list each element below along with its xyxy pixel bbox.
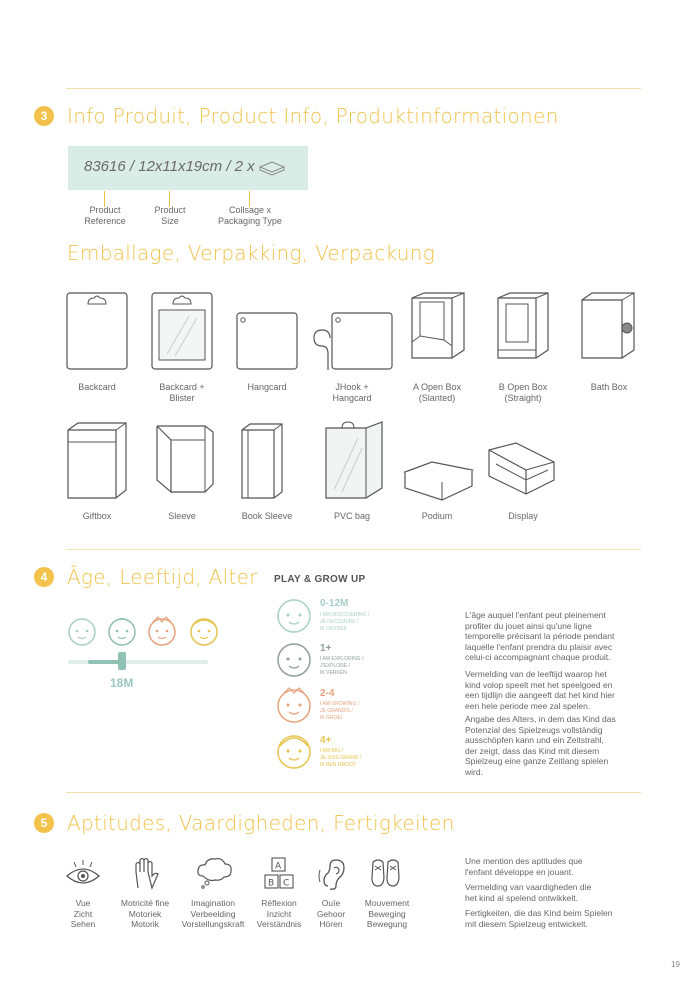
play-face-icon-0-12m xyxy=(278,600,310,632)
abc-blocks-icon xyxy=(262,856,296,892)
open-box-straight-illustration xyxy=(490,290,556,372)
pkg-label-display: Display xyxy=(508,511,538,521)
age-paragraph-de: Angabe des Alters, in dem das Kind das Potenzial des Spielzeugs vollständig ausschöpfen kann und ein Zeitstrahl, der zeigt, dass das Kind mit diesem Spielzeug eine ganze Zeitlang spielen wird. xyxy=(465,714,616,777)
play-faces-column xyxy=(274,596,314,776)
pkg-label-backcard-blister: Backcard + Blister xyxy=(159,382,205,403)
display-illustration xyxy=(486,440,558,502)
package-box-icon xyxy=(258,160,286,176)
play-face-icon-4plus xyxy=(278,736,310,768)
eye-icon xyxy=(64,858,102,892)
pkg-label-hangcard: Hangcard xyxy=(247,382,287,392)
section-number-5: 5 xyxy=(34,813,54,833)
skill-label-sight: Vue Zicht Sehen xyxy=(70,898,96,929)
skills-paragraph-nl: Vermelding van vaardigheden die het kind al spelend ontwikkelt. xyxy=(465,882,592,903)
pkg-label-open-box-slanted: A Open Box (Slanted) xyxy=(412,382,462,403)
pkg-label-pvc-bag: PVC bag xyxy=(333,511,371,521)
skill-label-movement: Mouvement Beweging Bewegung xyxy=(364,898,410,929)
section-number-4: 4 xyxy=(34,567,54,587)
svg-text:A: A xyxy=(275,861,282,872)
age-slider-handle xyxy=(118,652,126,670)
age-paragraph-fr: L'âge auquel l'enfant peut pleinement profiter du jouet ainsi qu'une ligne temporelle précisant la période pendant laquelle l'enfant prendra du plaisir avec celui-ci accompagnant chaque produit. xyxy=(465,610,615,662)
sleeve-illustration xyxy=(149,420,215,502)
play-face-icon-2-4 xyxy=(278,688,310,722)
pkg-label-bath-box: Bath Box xyxy=(590,382,628,392)
podium-illustration xyxy=(402,458,474,502)
skills-paragraph-de: Fertigkeiten, die das Kind beim Spielen mit diesem Spielzeug entwickelt. xyxy=(465,908,613,929)
age-paragraph-nl: Vermelding van de leeftijd waarop het kind volop speelt met het speelgoed en een tijdlijn die aangeeft dat het kind hier een hele periode mee zal spelen. xyxy=(465,669,615,711)
play-grow-up-title: PLAY & GROW UP xyxy=(274,574,366,585)
pkg-label-backcard: Backcard xyxy=(78,382,116,392)
age-head: 0-12M xyxy=(320,598,349,609)
section-title-packaging: Emballage, Verpakking, Verpackung xyxy=(67,241,436,265)
baby-shoes-icon xyxy=(368,856,404,892)
pkg-label-book-sleeve: Book Sleeve xyxy=(241,511,293,521)
baby-face-icon-2-4 xyxy=(149,617,175,645)
skill-label-fine-motor: Motricité fine Motoriek Motorik xyxy=(120,898,170,929)
hand-icon xyxy=(128,856,162,892)
play-face-icon-1plus xyxy=(278,644,310,676)
label-product-size: Product Size xyxy=(154,205,186,226)
jhook-hangcard-illustration xyxy=(308,310,394,372)
svg-text:B: B xyxy=(268,878,275,889)
section-title-product-info: Info Produit, Product Info, Produktinformationen xyxy=(67,104,559,128)
svg-text:C: C xyxy=(283,878,290,889)
baby-face-icon-1plus xyxy=(109,619,135,646)
pkg-label-podium: Podium xyxy=(421,511,453,521)
backcard-illustration xyxy=(64,290,130,372)
age-head: 4+ xyxy=(320,735,332,746)
thought-cloud-icon xyxy=(195,856,235,890)
hangcard-illustration xyxy=(234,310,300,372)
pkg-label-sleeve: Sleeve xyxy=(168,511,196,521)
section-title-skills: Aptitudes, Vaardigheden, Fertigkeiten xyxy=(67,811,455,835)
age-sub: I AM DISCOVERING / JE DECOUVRE / IK ONTDEK xyxy=(320,612,370,632)
pkg-label-jhook-hangcard: JHook + Hangcard xyxy=(332,382,372,403)
skill-label-imagination: Imagination Verbeelding Vorstellungskraft xyxy=(181,898,245,929)
age-sub: I AM GROWING / JE GRANDIS / IK GROEI xyxy=(320,701,360,721)
pkg-label-giftbox: Giftbox xyxy=(82,511,112,521)
age-sub: I AM EXPLORING / J'EXPLORE / IK VERKEN xyxy=(320,656,364,676)
baby-face-icon-0-12m xyxy=(69,619,95,645)
age-sub: I AM BIG / JE SUIS GRAND / IK BEN GROOT xyxy=(320,748,362,768)
baby-face-icon-4plus xyxy=(191,619,217,645)
open-box-slanted-illustration xyxy=(404,290,470,372)
divider-skills xyxy=(66,792,641,793)
label-packaging-type: Collsage x Packaging Type xyxy=(218,205,282,226)
product-reference-line: 83616 / 12x11x19cm / 2 x xyxy=(84,158,255,175)
top-divider xyxy=(66,88,641,89)
bath-box-illustration xyxy=(576,290,642,372)
section-title-age: Âge, Leeftijd, Alter xyxy=(67,565,258,589)
ear-icon xyxy=(316,856,350,892)
skill-label-hearing: Ouïe Gehoor Hören xyxy=(316,898,346,929)
book-sleeve-illustration xyxy=(234,420,300,502)
label-product-reference: Product Reference xyxy=(84,205,126,226)
age-faces-row xyxy=(64,612,224,652)
page-number: 19 xyxy=(671,960,680,969)
skills-paragraph-fr: Une mention des aptitudes que l'enfant développe en jouant. xyxy=(465,856,583,877)
giftbox-illustration xyxy=(64,420,130,502)
pkg-label-open-box-straight: B Open Box (Straight) xyxy=(498,382,548,403)
skill-label-reflection: Réflexion Inzicht Verständnis xyxy=(256,898,302,929)
backcard-blister-illustration xyxy=(149,290,215,372)
divider-age xyxy=(66,549,641,550)
pvc-bag-illustration xyxy=(322,420,388,502)
age-head: 2-4 xyxy=(320,688,335,699)
age-slider-label: 18M xyxy=(110,676,134,690)
age-head: 1+ xyxy=(320,643,332,654)
section-number-3: 3 xyxy=(34,106,54,126)
